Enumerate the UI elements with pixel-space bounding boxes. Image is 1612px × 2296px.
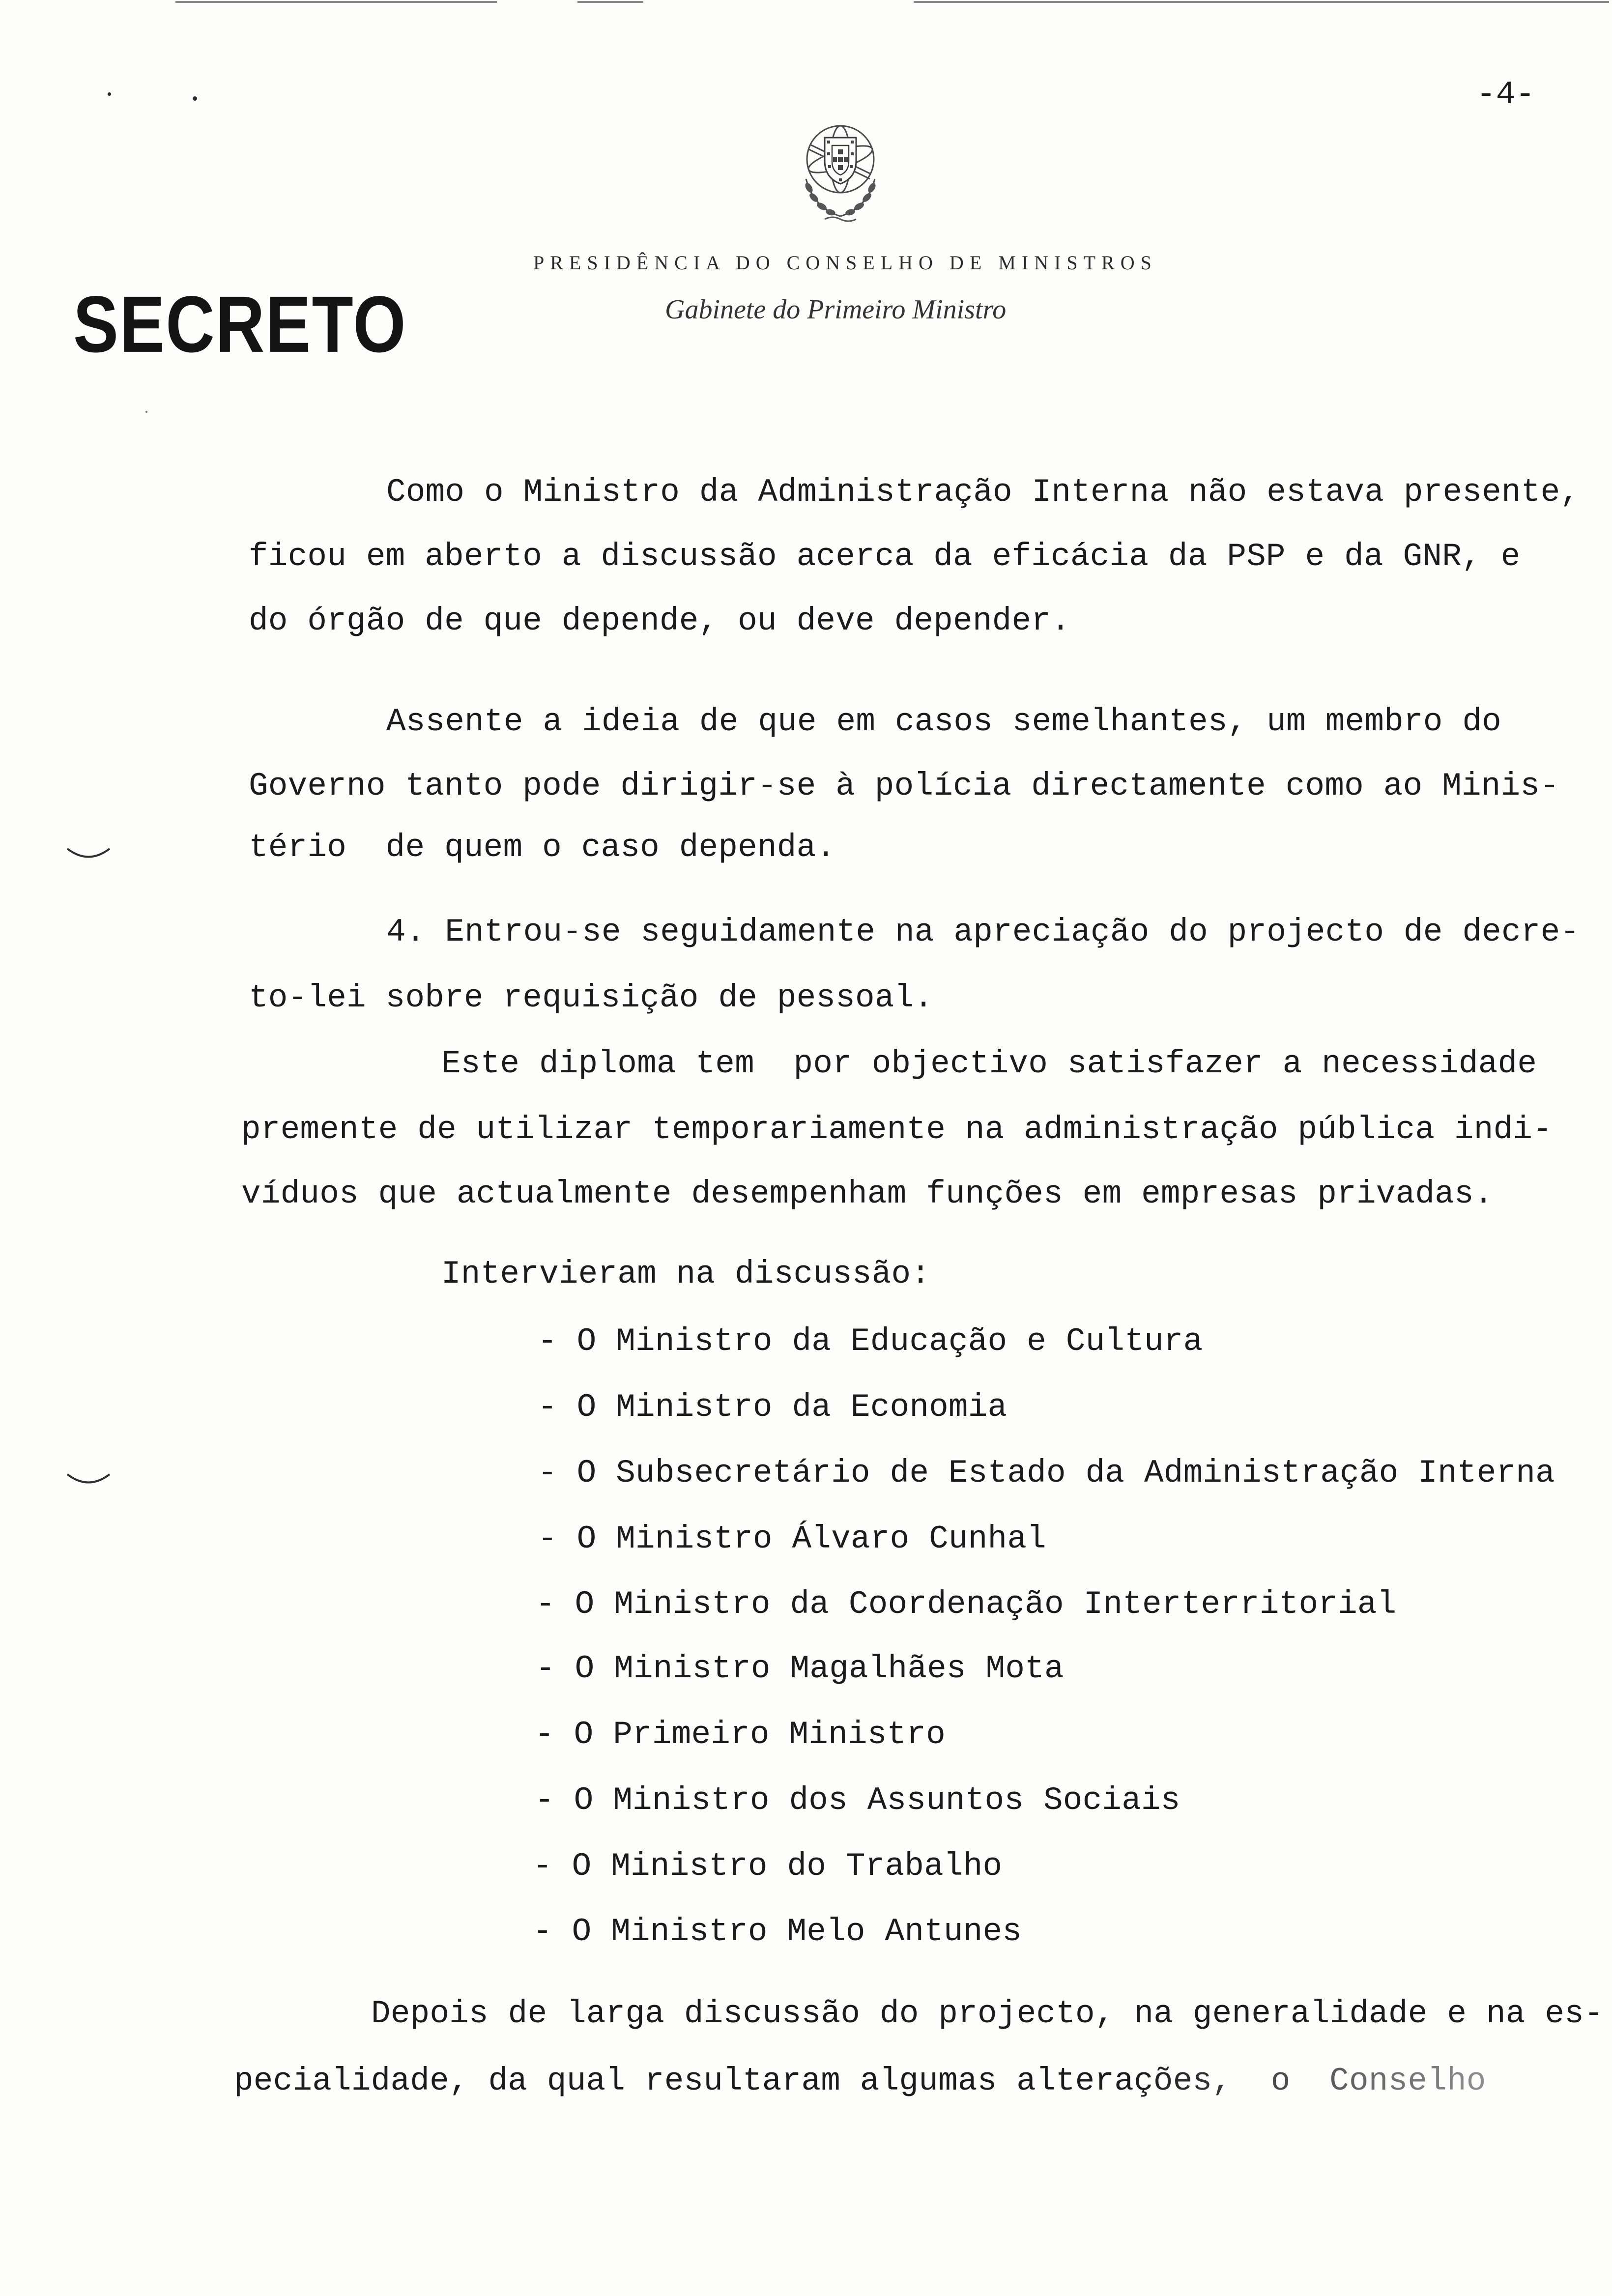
participant-list-item: - O Ministro do Trabalho bbox=[533, 1848, 1003, 1885]
scan-speck bbox=[193, 96, 197, 101]
participant-list-item: - O Ministro Magalhães Mota bbox=[536, 1650, 1064, 1687]
paragraph-1-line: Como o Ministro da Administração Interna não estava presente, bbox=[386, 474, 1580, 511]
scan-speck bbox=[108, 92, 111, 96]
scan-edge-line bbox=[175, 1, 497, 3]
participant-list-item: - O Ministro Melo Antunes bbox=[533, 1913, 1022, 1950]
participant-list-item: - O Ministro da Economia bbox=[538, 1389, 1008, 1426]
participants-intro: Intervieram na discussão: bbox=[441, 1256, 931, 1292]
paragraph-2-line: Assente a ideia de que em casos semelhantes, um membro do bbox=[386, 703, 1501, 740]
classification-stamp: SECRETO bbox=[73, 280, 407, 370]
institution-name: PRESIDÊNCIA DO CONSELHO DE MINISTROS bbox=[533, 252, 1157, 274]
participant-list-item: - O Ministro da Educação e Cultura bbox=[538, 1323, 1203, 1360]
paragraph-4-line: Este diploma tem por objectivo satisfazer a necessidade bbox=[441, 1045, 1537, 1082]
office-name: Gabinete do Primeiro Ministro bbox=[665, 294, 1007, 325]
participant-list-item: - O Ministro da Coordenação Interterritorial bbox=[536, 1586, 1397, 1623]
paragraph-2-line: Governo tanto pode dirigir-se à polícia directamente como ao Minis- bbox=[249, 768, 1560, 804]
paragraph-5-line: pecialidade, da qual resultaram algumas alterações, o Conselho bbox=[234, 2061, 1486, 2102]
scan-edge-line bbox=[914, 1, 1609, 3]
paragraph-2-line: tério de quem o caso dependa. bbox=[249, 829, 836, 866]
participant-list-item: - O Primeiro Ministro bbox=[535, 1716, 946, 1753]
punch-hole-mark bbox=[66, 1472, 111, 1489]
paragraph-4-line: premente de utilizar temporariamente na administração pública indi- bbox=[241, 1111, 1553, 1148]
paragraph-1-line: do órgão de que depende, ou deve depender. bbox=[249, 603, 1070, 639]
paragraph-1-line: ficou em aberto a discussão acerca da eficácia da PSP e da GNR, e bbox=[249, 538, 1521, 575]
page-number: -4- bbox=[1476, 76, 1535, 113]
paragraph-3-line: to-lei sobre requisição de pessoal. bbox=[249, 979, 934, 1016]
punch-hole-mark bbox=[66, 846, 111, 863]
paragraph-4-line: víduos que actualmente desempenham funções em empresas privadas. bbox=[241, 1176, 1494, 1212]
paragraph-3-line: 4. Entrou-se seguidamente na apreciação do projecto de decre- bbox=[386, 914, 1580, 950]
coat-of-arms-icon bbox=[781, 114, 899, 227]
scan-speck bbox=[145, 411, 147, 413]
participant-list-item: - O Ministro Álvaro Cunhal bbox=[538, 1521, 1046, 1557]
participant-list-item: - O Ministro dos Assuntos Sociais bbox=[535, 1782, 1180, 1819]
paragraph-5-line: Depois de larga discussão do projecto, na generalidade e na es- bbox=[371, 1995, 1604, 2032]
scan-edge-line bbox=[577, 1, 643, 3]
participant-list-item: - O Subsecretário de Estado da Administração Interna bbox=[538, 1455, 1555, 1492]
